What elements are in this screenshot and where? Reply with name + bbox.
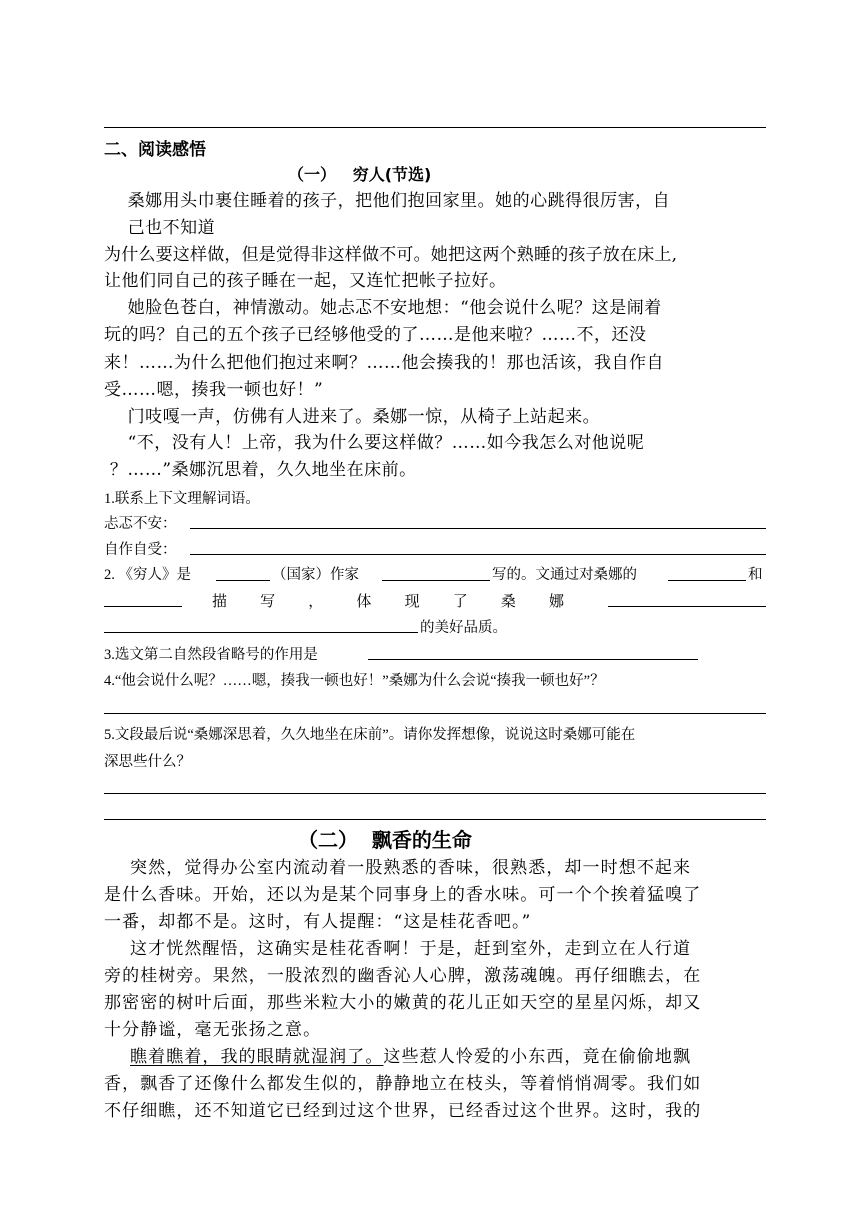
passage2-line: 是什么香味。开始，还以为是某个同事身上的香水味。可一个个挨着猛嗅了 <box>104 885 702 905</box>
question-5-line2: 深思些什么？ <box>104 754 191 770</box>
passage1-line: 她脸色苍白，神情激动。她忐忑不安地想：“他会说什么呢？这是闹着 <box>104 298 662 318</box>
question-1b-label: 自作自受： <box>104 542 177 558</box>
passage2-line: 这才恍然醒悟，这确实是桂花香啊！于是，赶到室外，走到立在人行道 <box>104 939 692 959</box>
question-1a-label: 忐忑不安： <box>104 516 177 532</box>
q2-char: 体 <box>356 594 372 610</box>
passage1-line: 来！……为什么把他们抱过来啊？……他会揍我的！那也活该，我自作自 <box>104 353 664 373</box>
top-divider <box>104 127 766 128</box>
answer-blank-quality-1[interactable] <box>608 606 766 607</box>
passage1-line: 受……嗯，揍我一顿也好！” <box>104 380 324 400</box>
question-2-part-a: 2. 《穷人》是 <box>104 567 191 583</box>
q2-char: 写 <box>260 594 276 610</box>
passage1-line: ？……”桑娜沉思着，久久地坐在床前。 <box>104 460 417 480</box>
passage1-line: 桑娜用头巾裹住睡着的孩子，把他们抱回家里。她的心跳得很厉害，自 <box>104 191 671 211</box>
answer-blank-author[interactable] <box>382 580 490 581</box>
question-2-part-c: 写的。文通过对桑娜的 <box>492 567 637 583</box>
question-3: 3.选文第二自然段省略号的作用是 <box>104 647 318 663</box>
passage1-line: 己也不知道 <box>104 218 216 238</box>
section-title: 二、阅读感悟 <box>104 140 206 160</box>
question-1: 1.联系上下文理解词语。 <box>104 491 260 507</box>
passage1-line: 为什么要这样做，但是觉得非这样做不可。她把这两个熟睡的孩子放在床上, <box>104 245 678 265</box>
passage2-title: （二） 飘香的生命 <box>298 828 472 852</box>
passage2-line-rest: 这些惹人怜爱的小东西，竟在偷偷地飘 <box>383 1047 692 1067</box>
answer-line-5[interactable] <box>104 793 766 794</box>
answer-blank-description-1[interactable] <box>668 580 746 581</box>
answer-blank-quality-2[interactable] <box>104 632 418 633</box>
answer-blank-country[interactable] <box>216 580 270 581</box>
passage1-line: “不，没有人！上帝，我为什么要这样做？……如今我怎么对他说呢 <box>104 433 645 453</box>
passage1-title: （一） 穷人(节选) <box>288 165 432 184</box>
question-2-line2 <box>212 590 564 611</box>
q2-char: 了 <box>452 594 468 610</box>
q2-char: 描 <box>212 594 228 610</box>
passage2-line <box>104 1042 766 1067</box>
passage2-line: 不仔细瞧，还不知道它已经到过这个世界，已经香过这个世界。这时，我的 <box>104 1101 702 1121</box>
answer-line-3[interactable] <box>368 659 698 660</box>
underlined-sentence: 瞧着瞧着，我的眼睛就湿润了。 <box>130 1047 384 1067</box>
passage2-line: 那密密的树叶后面，那些米粒大小的嫩黄的花儿正如天空的星星闪烁，却又 <box>104 993 702 1013</box>
passage1-line: 让他们同自己的孩子睡在一起，又连忙把帐子拉好。 <box>104 271 507 291</box>
passage2-line: 十分静谧，毫无张扬之意。 <box>104 1020 322 1040</box>
passage2-line: 突然，觉得办公室内流动着一股熟悉的香味，很熟悉，却一时想不起来 <box>104 858 692 878</box>
passage1-line: 门吱嘎一声，仿佛有人进来了。桑娜一惊，从椅子上站起来。 <box>104 407 601 427</box>
question-4: 4.“他会说什么呢？……嗯，揍我一顿也好！”桑娜为什么会说“揍我一顿也好”？ <box>104 673 605 689</box>
passage2-line: 旁的桂树旁。果然，一股浓烈的幽香沁人心脾，激荡魂魄。再仔细瞧去，在 <box>104 966 702 986</box>
q2-char: ， <box>308 594 324 610</box>
question-5-line1: 5.文段最后说“桑娜深思着，久久地坐在床前”。请你发挥想像，说说这时桑娜可能在 <box>104 727 636 743</box>
question-2-part-d: 和 <box>748 567 763 583</box>
q2-char: 桑 <box>500 594 516 610</box>
section-divider <box>104 819 766 820</box>
q2-char: 现 <box>404 594 420 610</box>
passage1-line: 玩的吗？自己的五个孩子已经够他受的了……是他来啦？……不，还没 <box>104 325 647 345</box>
answer-line-1b[interactable] <box>190 554 766 555</box>
question-2-part-b: （国家）作家 <box>272 567 359 583</box>
question-2-end: 的美好品质。 <box>420 620 507 636</box>
q2-char: 娜 <box>548 594 564 610</box>
answer-blank-description-2[interactable] <box>104 606 182 607</box>
answer-line-1a[interactable] <box>190 528 766 529</box>
answer-line-4[interactable] <box>104 713 766 714</box>
passage2-line: 香，飘香了还像什么都发生似的，静静地立在枝头，等着悄悄凋零。我们如 <box>104 1074 702 1094</box>
passage2-line: 一番，却都不是。这时，有人提醒：“这是桂花香吧。” <box>104 912 532 932</box>
